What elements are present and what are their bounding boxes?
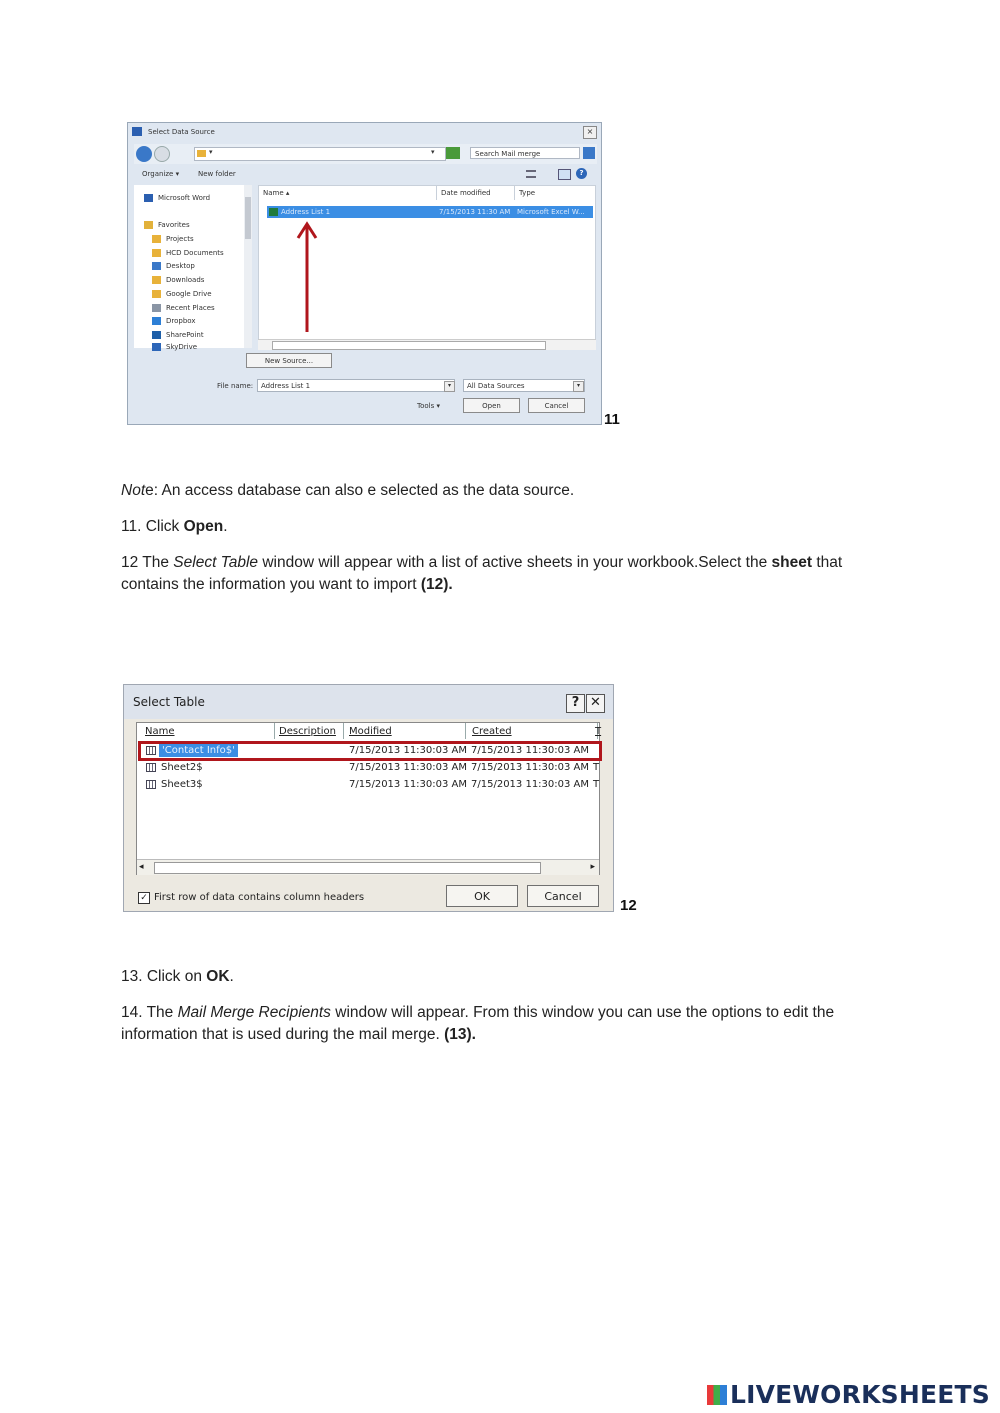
- file-list: [258, 185, 596, 350]
- file-date: 7/15/2013 11:30 AM: [439, 208, 511, 216]
- back-icon[interactable]: [136, 146, 152, 162]
- address-bar[interactable]: ▾: [194, 147, 446, 161]
- table-created: 7/15/2013 11:30:03 AM: [471, 745, 590, 756]
- table-modified: 7/15/2013 11:30:03 AM: [349, 745, 468, 756]
- step-11: 11. Click Open.: [121, 518, 228, 535]
- file-row-selected[interactable]: [267, 206, 593, 218]
- column-header-type[interactable]: Type: [519, 189, 536, 197]
- word-icon: [144, 194, 153, 202]
- filter-dropdown-icon[interactable]: ▾: [573, 381, 584, 392]
- nav-item-favorites[interactable]: Favorites: [158, 221, 190, 229]
- horizontal-scrollbar[interactable]: [137, 859, 599, 875]
- star-icon: [144, 221, 153, 229]
- nav-item-microsoft-word[interactable]: Microsoft Word: [158, 194, 211, 202]
- file-name-label: File name:: [217, 382, 254, 390]
- view-options-icon[interactable]: [526, 170, 536, 178]
- column-header-modified[interactable]: Modified: [344, 723, 466, 739]
- column-header-name[interactable]: Name: [137, 723, 275, 739]
- select-data-source-dialog: [127, 122, 602, 425]
- liveworksheets-logo: LIVEWORKSHEETS: [707, 1380, 990, 1409]
- nav-item-skydrive[interactable]: SkyDrive: [166, 343, 198, 351]
- new-source-button[interactable]: New Source...: [246, 353, 332, 368]
- column-header-extra: T: [595, 726, 602, 737]
- first-row-headers-checkbox[interactable]: ✓: [138, 892, 150, 904]
- nav-item-downloads[interactable]: Downloads: [166, 276, 205, 284]
- nav-item-sharepoint[interactable]: SharePoint: [166, 331, 204, 339]
- help-icon[interactable]: ?: [576, 168, 587, 179]
- folder-icon: [152, 235, 161, 243]
- new-folder-button[interactable]: New folder: [198, 170, 236, 178]
- table-name: Sheet3$: [161, 779, 203, 790]
- ok-button[interactable]: OK: [446, 885, 518, 907]
- table-modified: 7/15/2013 11:30:03 AM: [349, 762, 468, 773]
- nav-item-recent-places[interactable]: Recent Places: [166, 304, 215, 312]
- file-name-dropdown-icon[interactable]: ▾: [444, 381, 455, 392]
- table-extra: T: [593, 762, 600, 773]
- select-table-dialog: [123, 684, 614, 912]
- table-icon: [146, 780, 156, 789]
- folder-icon: [197, 150, 206, 157]
- toolbar: [134, 168, 597, 182]
- checkbox-label: First row of data contains column headers: [154, 892, 365, 903]
- column-header-name[interactable]: Name ▴: [259, 186, 437, 200]
- column-header-description[interactable]: Description: [275, 723, 344, 739]
- column-header-created[interactable]: Created: [466, 723, 598, 739]
- nav-item-google-drive[interactable]: Google Drive: [166, 290, 212, 298]
- skydrive-icon: [152, 343, 161, 351]
- note-paragraph: Note: An access database can also e selected as the data source.: [121, 482, 575, 499]
- table-icon: [146, 763, 156, 772]
- scroll-right-icon: ▸: [590, 862, 595, 872]
- red-arrow-annotation: [295, 220, 319, 336]
- sharepoint-icon: [152, 331, 161, 339]
- figure-label-12: 12: [620, 897, 637, 914]
- table-row[interactable]: [143, 760, 613, 776]
- file-name-input[interactable]: Address List 1: [257, 379, 455, 392]
- navigation-pane: [134, 185, 252, 351]
- column-header-date-modified[interactable]: Date modified: [437, 186, 515, 200]
- file-type: Microsoft Excel W...: [517, 208, 585, 216]
- logo-icon: [707, 1385, 727, 1405]
- folder-icon: [152, 249, 161, 257]
- google-drive-icon: [152, 290, 161, 298]
- step-13: 13. Click on OK.: [121, 968, 234, 985]
- dialog-title: Select Data Source: [148, 128, 215, 136]
- search-input[interactable]: Search Mail merge: [470, 147, 580, 159]
- figure-label-11: 11: [604, 411, 620, 428]
- navigation-bar: [134, 144, 597, 164]
- forward-icon[interactable]: [154, 146, 170, 162]
- cancel-button[interactable]: Cancel: [527, 885, 599, 907]
- close-button[interactable]: ✕: [586, 694, 605, 713]
- file-type-filter[interactable]: All Data Sources: [463, 379, 585, 392]
- organize-menu[interactable]: Organize ▾: [142, 170, 180, 178]
- dialog-title: Select Table: [133, 695, 205, 709]
- refresh-icon[interactable]: [446, 147, 460, 159]
- table-created: 7/15/2013 11:30:03 AM: [471, 762, 590, 773]
- red-highlight-box: [138, 741, 602, 761]
- table-extra: T: [593, 779, 600, 790]
- address-dropdown-icon[interactable]: ▾: [431, 148, 435, 156]
- close-button[interactable]: ×: [583, 126, 597, 139]
- table-row[interactable]: [143, 777, 613, 793]
- scroll-left-icon: ◂: [139, 862, 144, 872]
- dropbox-icon: [152, 317, 161, 325]
- desktop-icon: [152, 262, 161, 270]
- horizontal-scrollbar[interactable]: [258, 339, 596, 350]
- table-modified: 7/15/2013 11:30:03 AM: [349, 779, 468, 790]
- recent-places-icon: [152, 304, 161, 312]
- word-app-icon: [132, 127, 142, 136]
- file-name: Address List 1: [281, 208, 331, 216]
- open-button[interactable]: Open: [463, 398, 520, 413]
- cancel-button[interactable]: Cancel: [528, 398, 585, 413]
- preview-pane-icon[interactable]: [558, 169, 571, 180]
- nav-item-hcd-documents[interactable]: HCD Documents: [166, 249, 224, 257]
- excel-file-icon: [269, 208, 278, 216]
- step-14: 14. The Mail Merge Recipients window will appear. From this window you can use the options to edit the information that is used during the mail merge. (13).: [121, 1004, 835, 1043]
- table-created: 7/15/2013 11:30:03 AM: [471, 779, 590, 790]
- help-button[interactable]: ?: [566, 694, 585, 713]
- downloads-icon: [152, 276, 161, 284]
- table-name: 'Contact Info$': [159, 744, 238, 757]
- nav-item-desktop[interactable]: Desktop: [166, 262, 195, 270]
- tools-menu[interactable]: Tools ▾: [417, 402, 440, 410]
- nav-item-projects[interactable]: Projects: [166, 235, 194, 243]
- search-icon[interactable]: [583, 147, 595, 159]
- nav-scrollbar[interactable]: [244, 185, 252, 348]
- table-name: Sheet2$: [161, 762, 203, 773]
- step-12: 12 The Select Table window will appear with a list of active sheets in your workbook.Select the sheet that contains the information you want to import (12).: [121, 554, 843, 593]
- nav-item-dropbox[interactable]: Dropbox: [166, 317, 196, 325]
